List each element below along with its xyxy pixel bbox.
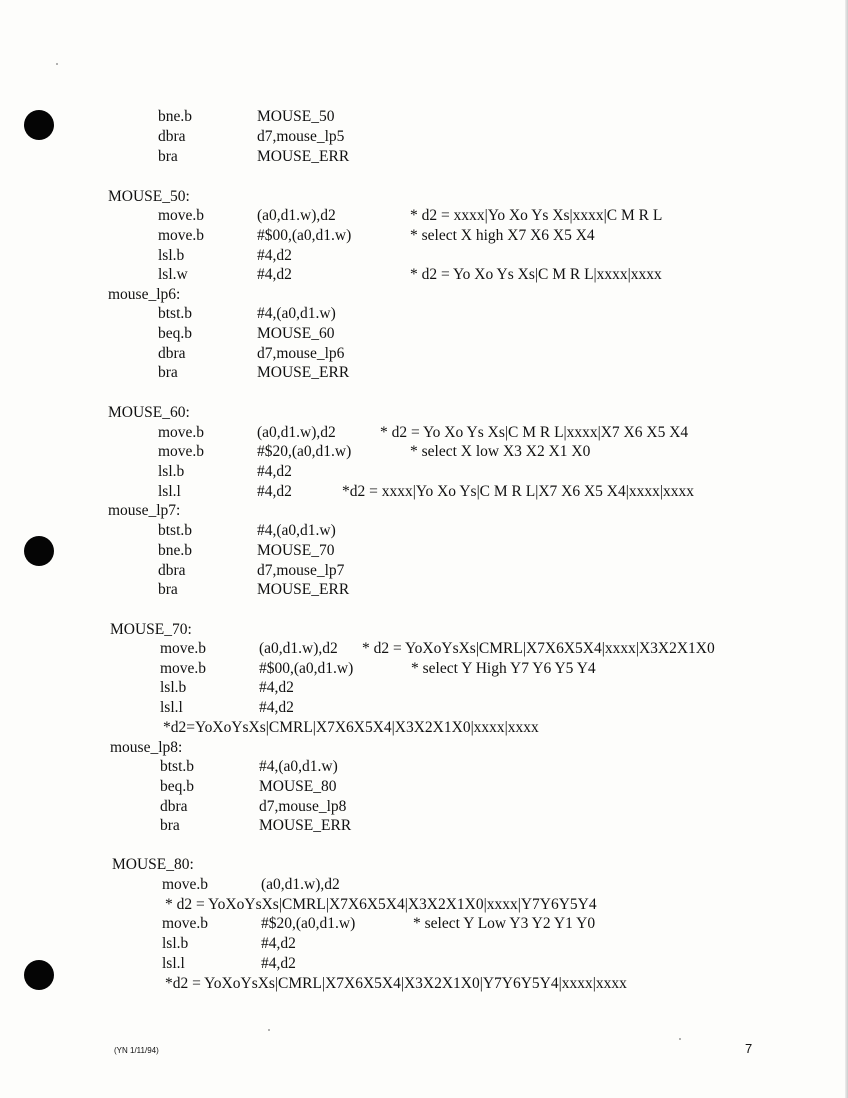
scan-speck [268,1029,270,1031]
code-comment: * select X high X7 X6 X5 X4 [410,227,595,244]
instruction-operand: #4,d2 [261,955,296,972]
punch-hole-middle-icon [24,536,54,566]
instruction-mnemonic: move.b [158,424,205,441]
instruction-operand: MOUSE_60 [257,325,335,342]
instruction-operand: (a0,d1.w),d2 [261,876,340,893]
instruction-mnemonic: bra [158,148,178,165]
instruction-operand: #4,d2 [259,699,294,716]
code-comment: *d2 = xxxx|Yo Xo Ys|C M R L|X7 X6 X5 X4|xxxx|xxxx [342,483,694,500]
instruction-operand: MOUSE_50 [257,108,335,125]
instruction-operand: #4,(a0,d1.w) [257,522,336,539]
instruction-mnemonic: bne.b [158,108,193,125]
instruction-operand: (a0,d1.w),d2 [257,207,336,224]
instruction-operand: MOUSE_80 [259,778,337,795]
code-label: mouse_lp8: [110,739,183,756]
instruction-operand: #4,d2 [259,679,294,696]
instruction-mnemonic: lsl.b [158,247,185,264]
instruction-operand: #4,d2 [257,463,292,480]
instruction-mnemonic: move.b [160,660,207,677]
instruction-mnemonic: bra [158,364,178,381]
instruction-operand: MOUSE_70 [257,542,335,559]
code-comment: * select Y High Y7 Y6 Y5 Y4 [411,660,596,677]
code-comment-line: *d2 = YoXoYsXs|CMRL|X7X6X5X4|X3X2X1X0|Y7Y6Y5Y4|xxxx|xxxx [165,975,627,992]
instruction-operand: MOUSE_ERR [257,148,350,165]
instruction-mnemonic: lsl.l [158,483,181,500]
instruction-operand: MOUSE_ERR [257,364,350,381]
code-label: MOUSE_60: [108,404,190,421]
instruction-mnemonic: lsl.b [158,463,185,480]
instruction-operand: (a0,d1.w),d2 [257,424,336,441]
instruction-operand: d7,mouse_lp5 [257,128,345,145]
instruction-operand: #4,d2 [257,266,292,283]
instruction-mnemonic: beq.b [160,778,195,795]
instruction-mnemonic: lsl.l [160,699,183,716]
instruction-operand: #4,d2 [261,935,296,952]
instruction-operand: #$20,(a0,d1.w) [261,915,356,932]
instruction-mnemonic: bra [158,581,178,598]
instruction-operand: #$20,(a0,d1.w) [257,443,352,460]
instruction-mnemonic: btst.b [158,522,193,539]
instruction-operand: d7,mouse_lp7 [257,562,345,579]
code-comment: * d2 = YoXoYsXs|CMRL|X7X6X5X4|xxxx|X3X2X1X0 [362,640,715,657]
instruction-mnemonic: move.b [162,915,209,932]
instruction-mnemonic: lsl.l [162,955,185,972]
instruction-mnemonic: bra [160,817,180,834]
instruction-mnemonic: beq.b [158,325,193,342]
punch-hole-bottom-icon [24,960,54,990]
code-comment: * select X low X3 X2 X1 X0 [410,443,591,460]
instruction-mnemonic: lsl.b [160,679,187,696]
instruction-mnemonic: move.b [158,443,205,460]
code-comment-line: *d2=YoXoYsXs|CMRL|X7X6X5X4|X3X2X1X0|xxxx|xxxx [163,719,539,736]
code-label: mouse_lp6: [108,286,181,303]
instruction-operand: #4,d2 [257,483,292,500]
instruction-mnemonic: lsl.b [162,935,189,952]
instruction-operand: d7,mouse_lp6 [257,345,345,362]
page-number: 7 [745,1041,753,1056]
instruction-operand: MOUSE_ERR [257,581,350,598]
scan-speck [56,63,58,65]
code-comment: * d2 = Yo Xo Ys Xs|C M R L|xxxx|X7 X6 X5 X4 [380,424,689,441]
instruction-operand: #4,(a0,d1.w) [259,758,338,775]
instruction-mnemonic: dbra [158,345,186,362]
scan-speck [679,1038,681,1040]
instruction-operand: MOUSE_ERR [259,817,352,834]
code-comment: * d2 = Yo Xo Ys Xs|C M R L|xxxx|xxxx [410,266,662,283]
code-label: mouse_lp7: [108,502,181,519]
instruction-operand: #$00,(a0,d1.w) [257,227,352,244]
instruction-mnemonic: move.b [162,876,209,893]
instruction-mnemonic: lsl.w [158,266,188,283]
instruction-mnemonic: btst.b [160,758,195,775]
instruction-mnemonic: bne.b [158,542,193,559]
punch-hole-top-icon [24,110,54,140]
instruction-operand: #4,(a0,d1.w) [257,305,336,322]
code-comment: * select Y Low Y3 Y2 Y1 Y0 [413,915,596,932]
instruction-mnemonic: btst.b [158,305,193,322]
code-label: MOUSE_50: [108,188,190,205]
instruction-mnemonic: dbra [160,798,188,815]
code-label: MOUSE_70: [110,621,192,638]
footer-revision-note: (YN 1/11/94) [114,1046,159,1055]
instruction-operand: #$00,(a0,d1.w) [259,660,354,677]
instruction-operand: d7,mouse_lp8 [259,798,347,815]
instruction-operand: (a0,d1.w),d2 [259,640,338,657]
code-label: MOUSE_80: [112,856,194,873]
instruction-operand: #4,d2 [257,247,292,264]
instruction-mnemonic: dbra [158,128,186,145]
instruction-mnemonic: move.b [160,640,207,657]
instruction-mnemonic: move.b [158,227,205,244]
code-comment: * d2 = xxxx|Yo Xo Ys Xs|xxxx|C M R L [410,207,663,224]
code-comment-line: * d2 = YoXoYsXs|CMRL|X7X6X5X4|X3X2X1X0|xxxx|Y7Y6Y5Y4 [165,896,597,913]
instruction-mnemonic: move.b [158,207,205,224]
instruction-mnemonic: dbra [158,562,186,579]
